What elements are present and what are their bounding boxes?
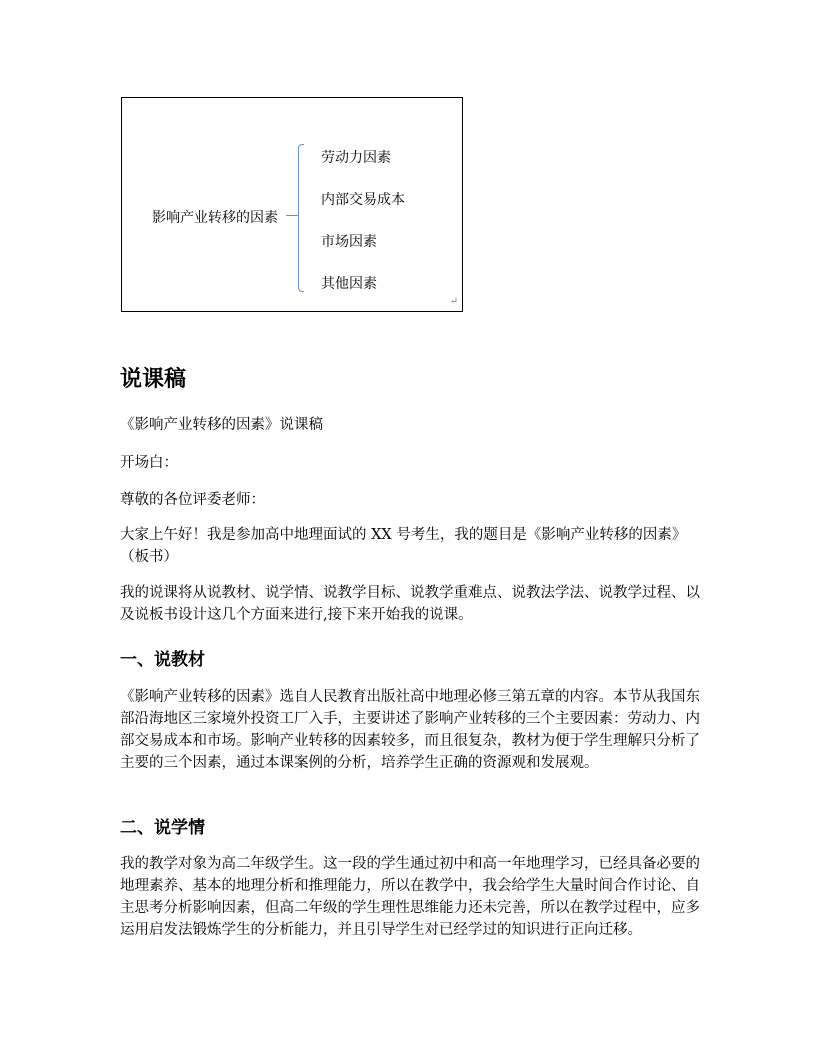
diagram-branch: 其他因素 — [321, 276, 377, 292]
section-body-students: 我的教学对象为高二年级学生。这一段的学生通过初中和高一年地理学习，已经具备必要的地理素养、基本的地理分析和推理能力，所以在教学中，我会给学生大量时间合作讨论、自主思考分析影响因素，但高二年级的学生理性思维能力还未完善，所以在教学过程中，应多运用启发法锻炼学生的分析能力，并且引导学生对已经学过的知识进行正向迁移。 — [120, 856, 700, 938]
diagram-bracket — [298, 144, 304, 292]
document-subtitle: 《影响产业转移的因素》说课稿 — [120, 417, 323, 433]
document-title: 说课稿 — [120, 367, 187, 392]
outline-paragraph: 我的说课将从说教材、说学情、说教学目标、说教学重难点、说教法学法、说教学过程、以及说板书设计这几个方面来进行,接下来开始我的说课。 — [120, 585, 700, 623]
section-body-textbook: 《影响产业转移的因素》选自人民教育出版社高中地理必修三第五章的内容。本节从我国东部沿海地区三家境外投资工厂入手，主要讲述了影响产业转移的三个主要因素：劳动力、内部交易成本和市场。影响产业转移的因素较多，而且很复杂，教材为便于学生理解只分析了主要的三个因素，通过本课案例的分析，培养学生正确的资源观和发展观。 — [120, 689, 700, 771]
intro-paragraph: 大家上午好！我是参加高中地理面试的 XX 号考生，我的题目是《影响产业转移的因素》（板书） — [120, 527, 687, 565]
diagram-connector — [286, 215, 298, 216]
diagram-branch: 内部交易成本 — [321, 192, 405, 208]
paragraph-mark-icon: ↵ — [449, 296, 458, 307]
section-heading-textbook: 一、说教材 — [120, 650, 205, 670]
section-heading-students: 二、说学情 — [120, 818, 205, 838]
diagram-root-label: 影响产业转移的因素 — [152, 210, 278, 226]
factor-diagram — [121, 97, 463, 312]
diagram-branch: 劳动力因素 — [321, 150, 391, 166]
diagram-branch: 市场因素 — [321, 234, 377, 250]
greeting: 尊敬的各位评委老师： — [120, 492, 265, 508]
opening-label: 开场白： — [120, 455, 178, 471]
